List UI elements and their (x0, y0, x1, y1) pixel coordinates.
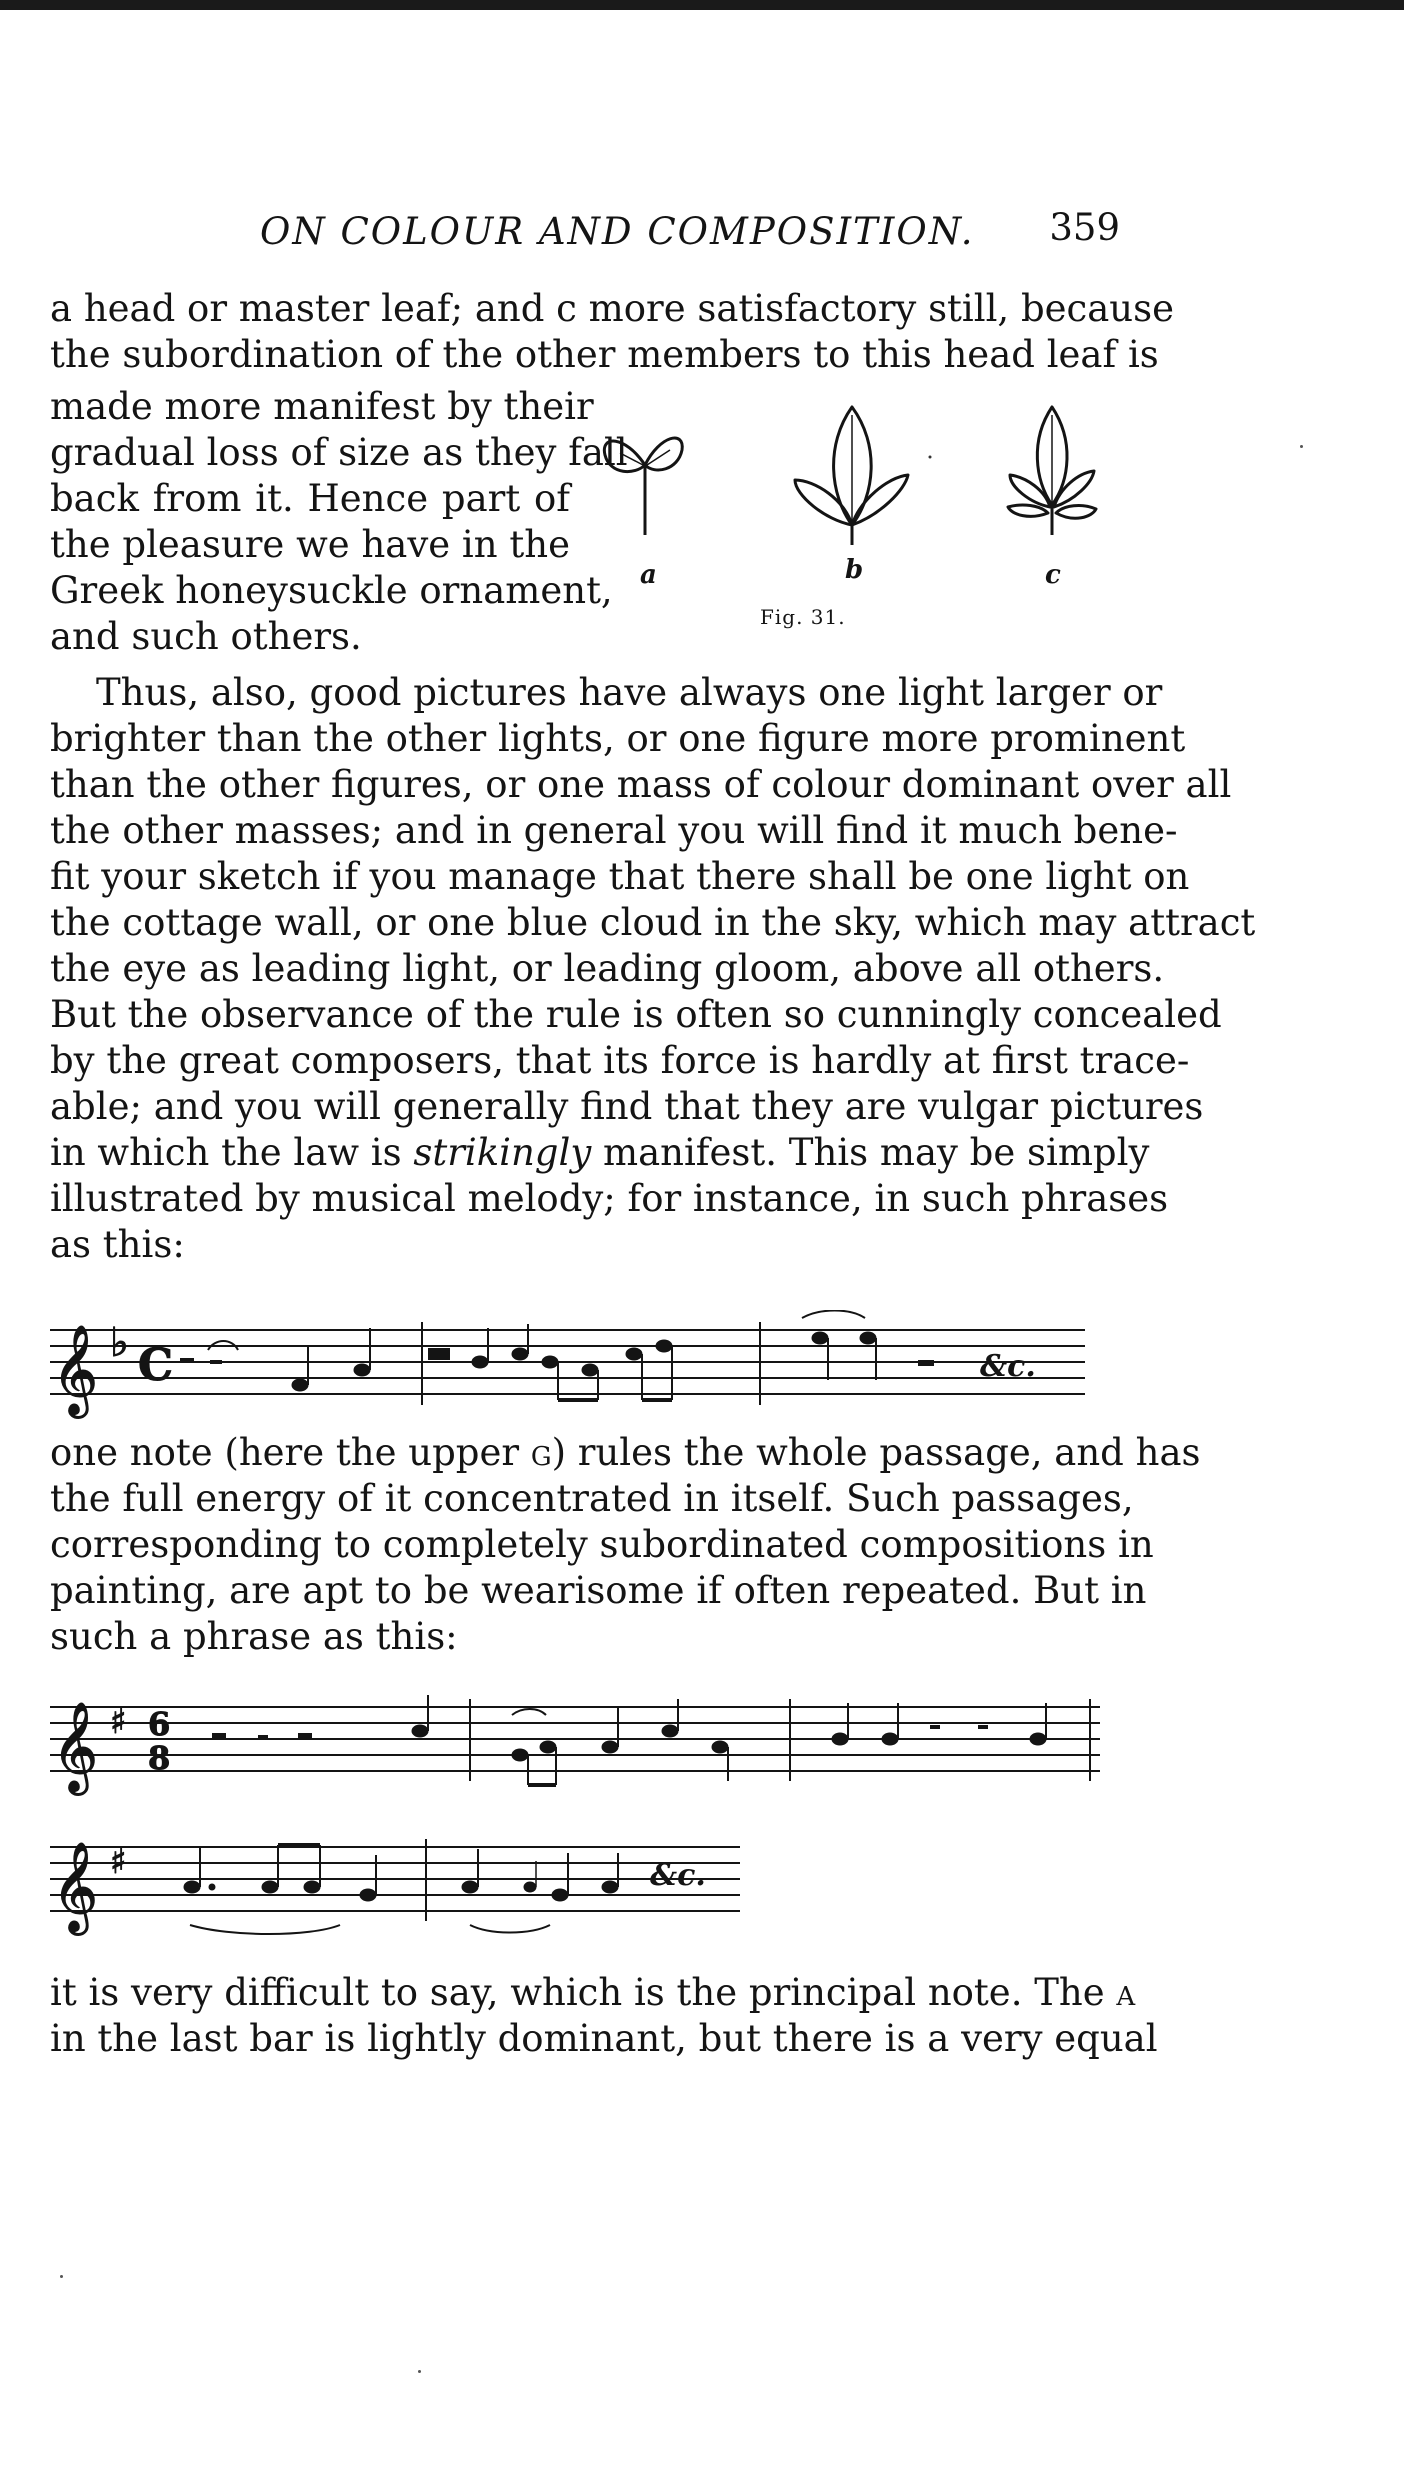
text-line: the eye as leading light, or leading gloom, above all others. (50, 947, 1165, 990)
sharp-sign: ♯ (110, 1702, 127, 1742)
time-signature-top: 6 (148, 1705, 171, 1743)
staff-lines (50, 1707, 1100, 1771)
text-run: one note (here the upper (50, 1431, 531, 1474)
text-line: Thus, also, good pictures have always one light larger or (96, 671, 1163, 714)
sharp-sign: ♯ (110, 1842, 127, 1882)
page-header (50, 206, 1120, 256)
leaf-a-drawing (604, 438, 682, 535)
text-line: by the great composers, that its force is hardly at first trace- (50, 1039, 1190, 1082)
treble-clef: 𝄞 (52, 1842, 99, 1932)
text-line: illustrated by musical melody; for instance, in such phrases (50, 1177, 1169, 1220)
figure-label-a: a (640, 560, 657, 590)
text-line: than the other figures, or one mass of colour dominant over all (50, 763, 1232, 806)
paragraph-4 (50, 1970, 1158, 2062)
text-line: in the last bar is lightly dominant, but there is a very equal (50, 2017, 1158, 2060)
figure-label-c: c (1045, 560, 1061, 590)
flat-sign: ♭ (110, 1320, 129, 1366)
scan-speck (1300, 445, 1303, 448)
common-time: C (138, 1340, 174, 1391)
text-line: a head or master leaf; and c more satisfactory still, because (50, 287, 1175, 330)
text-line-with-emphasis (50, 1130, 1150, 1176)
scan-speck (60, 2275, 63, 2278)
treble-clef: 𝄞 (52, 1325, 99, 1415)
text-line: as this: (50, 1223, 185, 1266)
staff-lines (50, 1847, 740, 1911)
text-run: ) rules the whole passage, and has (551, 1431, 1201, 1474)
text-line-with-note (50, 1430, 1201, 1476)
text-line: made more manifest by their (50, 385, 594, 428)
emphasized-word: strikingly (413, 1131, 592, 1174)
paragraph-1-full-lines (50, 286, 1175, 378)
music-etc-label: &c. (980, 1349, 1036, 1384)
page-number: 359 (1049, 206, 1120, 249)
text-line: fit your sketch if you manage that there shall be one light on (50, 855, 1190, 898)
paragraph-2 (50, 670, 1256, 1268)
figure-31-leaves (590, 395, 1120, 645)
paragraph-3 (50, 1430, 1201, 1660)
text-line: such a phrase as this: (50, 1615, 458, 1658)
figure-label-b: b (845, 555, 864, 585)
text-line: the subordination of the other members to this head leaf is (50, 333, 1159, 376)
text-line-with-note (50, 1970, 1136, 2016)
running-head: ON COLOUR AND COMPOSITION. (260, 210, 975, 253)
text-line: Greek honeysuckle ornament, (50, 569, 613, 612)
text-line: the cottage wall, or one blue cloud in the sky, which may attract (50, 901, 1256, 944)
text-run: in which the law is (50, 1131, 414, 1174)
music-example-1 (50, 1310, 1100, 1420)
text-line: able; and you will generally find that they are vulgar pictures (50, 1085, 1204, 1128)
treble-clef: 𝄞 (52, 1702, 99, 1792)
text-line: the other masses; and in general you will find it much bene- (50, 809, 1178, 852)
text-line: painting, are apt to be wearisome if often repeated. But in (50, 1569, 1147, 1612)
time-signature-bottom: 8 (148, 1739, 171, 1777)
music-example-2-system-2 (50, 1825, 770, 1945)
leaf-b-drawing (795, 407, 908, 545)
scan-speck (418, 2370, 421, 2373)
note-name-g: g (530, 1431, 552, 1474)
text-line: and such others. (50, 615, 362, 658)
music-example-2-system-1 (50, 1685, 1100, 1805)
figure-caption: Fig. 31. (760, 605, 846, 629)
text-run: it is very difficult to say, which is the principal note. The (50, 1971, 1117, 2014)
note-name-a: a (1116, 1971, 1136, 2014)
text-line: corresponding to completely subordinated compositions in (50, 1523, 1154, 1566)
text-line: back from it. Hence part of (50, 477, 570, 520)
text-line: the pleasure we have in the (50, 523, 570, 566)
music-etc-label: &c. (650, 1858, 706, 1893)
leaf-c-drawing (1008, 407, 1096, 535)
text-line: But the observance of the rule is often so cunningly concealed (50, 993, 1222, 1036)
text-line: gradual loss of size as they fall (50, 431, 628, 474)
text-line: the full energy of it concentrated in itself. Such passages, (50, 1477, 1134, 1520)
paragraph-1-narrow-lines (50, 384, 628, 660)
text-run: manifest. This may be simply (591, 1131, 1150, 1174)
top-edge-rule (0, 0, 1404, 10)
text-line: brighter than the other lights, or one figure more prominent (50, 717, 1186, 760)
